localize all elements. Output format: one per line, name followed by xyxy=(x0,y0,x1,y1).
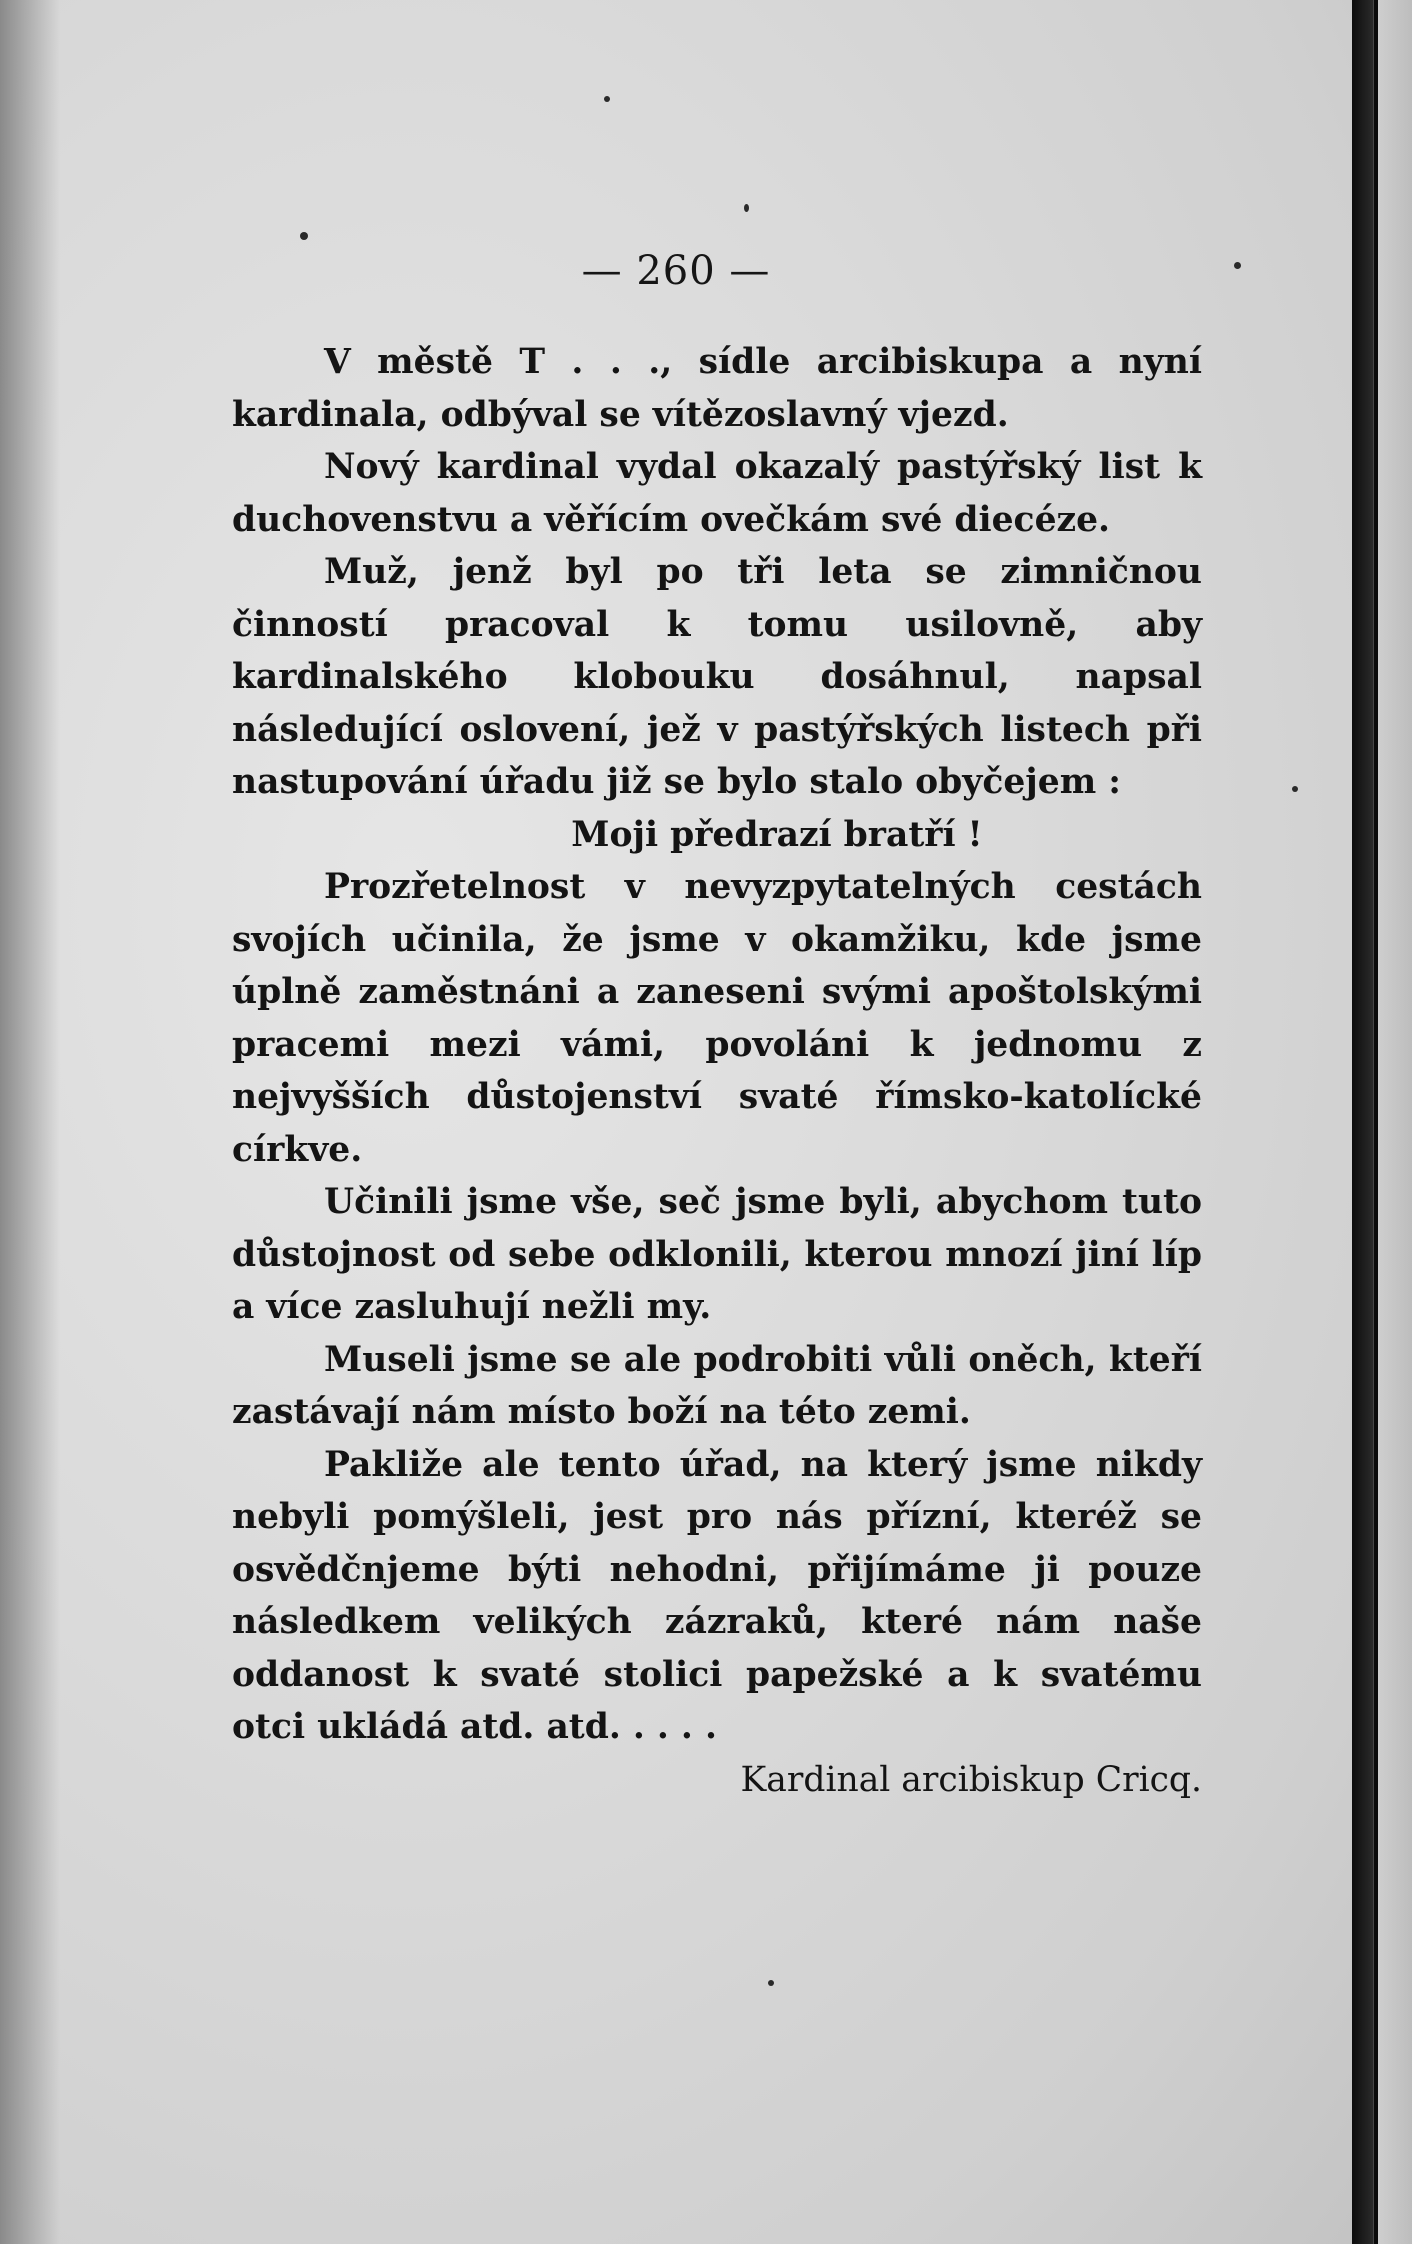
paper-speck xyxy=(300,232,308,240)
paragraph-2: Nový kardinal vydal okazalý pastýřský list k duchovenstvu a věřícím ovečkám své diecéze. xyxy=(232,447,1202,540)
paragraph-6: Museli jsme se ale podrobiti vůli oněch, kteří zastávají nám místo boží na této zemi. xyxy=(232,1339,1202,1432)
paragraph-4: Prozřetelnost v nevyzpytatelných cestách svojích učinila, že jsme v okamžiku, kde jsme úplně zaměstnáni a zaneseni svými apoštolskými pracemi mezi vámi, povoláni k jednomu z nejvyšších důstojenství svaté římsko-katolícké církve. xyxy=(232,867,1202,1170)
page-text xyxy=(232,336,1202,1806)
paragraph-1: V městě T . . ., sídle arcibiskupa a nyní kardinala, odbýval se vítězoslavný vjezd. xyxy=(232,342,1202,435)
paper-speck xyxy=(768,1980,774,1986)
salutation: Moji předrazí bratří ! xyxy=(571,814,983,855)
paper-speck xyxy=(1234,262,1241,269)
paper-speck xyxy=(604,96,610,102)
paper-speck xyxy=(1292,786,1298,792)
paragraph-5: Učinili jsme vše, seč jsme byli, abychom tuto důstojnost od sebe odklonili, kterou mnozí jiní líp a více zasluhují nežli my. xyxy=(232,1182,1202,1327)
book-spine-edge xyxy=(1352,0,1412,2244)
paragraph-7: Pakliže ale tento úřad, na který jsme nikdy nebyli pomýšleli, jest pro nás přízní, kteréž se osvědčnjeme býti nehodni, přijímáme ji pouze následkem velikých zázraků, které nám naše oddanost k svaté stolici papežské a k svatému otci ukládá atd. atd. . . . . xyxy=(232,1444,1202,1747)
signature: Kardinal arcibiskup Cricq. xyxy=(740,1759,1202,1800)
paper-speck xyxy=(744,204,749,212)
page-number: — 260 — xyxy=(581,248,771,294)
paragraph-3: Muž, jenž byl po tři leta se zimničnou činností pracoval k tomu usilovně, aby kardinalského klobouku dosáhnul, napsal následující oslovení, jež v pastýřských listech při nastupování úřadu již se bylo stalo obyčejem : xyxy=(232,552,1202,802)
